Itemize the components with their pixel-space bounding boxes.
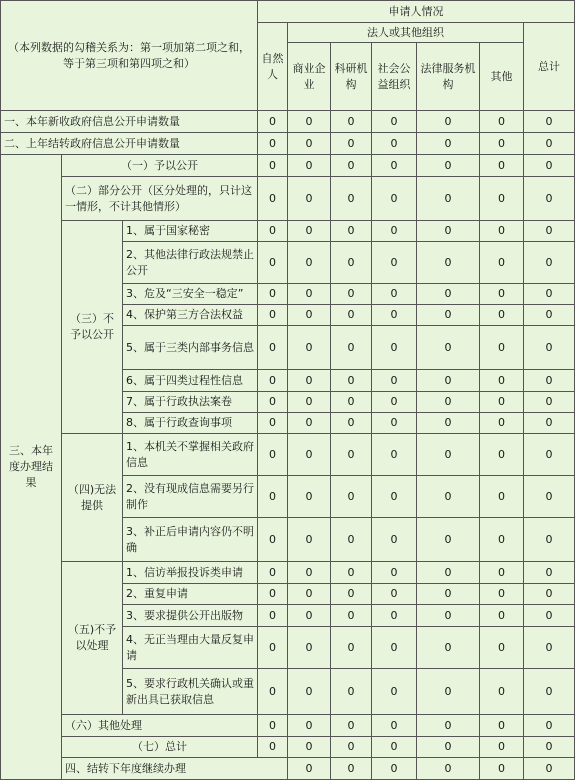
cell-value: 0 [480,627,524,669]
cell-value: 0 [288,758,331,780]
cell-value: 0 [288,370,331,392]
table-row [1,221,575,242]
cell-value: 0 [258,605,288,627]
cell-value: 0 [524,305,575,326]
cell-value: 0 [480,413,524,434]
cell-value: 0 [331,715,372,737]
cell-value: 0 [417,627,480,669]
cell-value: 0 [524,370,575,392]
row-label: 4、保护第三方合法权益 [123,305,258,326]
cell-value: 0 [331,392,372,413]
cell-value: 0 [288,111,331,133]
cell-value: 0 [288,669,331,715]
cell-value: 0 [417,177,480,221]
cell-value: 0 [417,111,480,133]
cell-value: 0 [258,284,288,305]
cell-value: 0 [372,627,417,669]
cell-value: 0 [331,155,372,177]
table-row [1,155,575,177]
row-label: （一）予以公开 [62,155,258,177]
cell-value: 0 [480,326,524,370]
cell-value: 0 [372,562,417,584]
cell-value: 0 [480,434,524,476]
cell-value: 0 [524,715,575,737]
cell-value: 0 [258,413,288,434]
table-row [1,133,575,155]
cell-value: 0 [524,413,575,434]
cell-value: 0 [372,518,417,562]
cell-value: 0 [372,737,417,758]
cell-value: 0 [288,133,331,155]
cell-value: 0 [331,669,372,715]
group-label-unable-to-provide: （四)无法提供 [62,434,123,562]
cell-value: 0 [524,155,575,177]
cell-value: 0 [288,627,331,669]
cell-value: 0 [258,434,288,476]
cell-value: 0 [288,737,331,758]
cell-value: 0 [288,221,331,242]
cell-value: 0 [524,392,575,413]
row-label: 1、属于国家秘密 [123,221,258,242]
cell-value: 0 [331,584,372,605]
cell-value: 0 [288,562,331,584]
table-row [1,434,575,476]
cell-value: 0 [372,605,417,627]
cell-value: 0 [417,434,480,476]
table-row [1,758,575,780]
cell-value: 0 [524,221,575,242]
cell-value: 0 [372,758,417,780]
cell-value: 0 [480,669,524,715]
cell-value: 0 [524,669,575,715]
row-label: 7、属于行政执法案卷 [123,392,258,413]
cell-value: 0 [480,370,524,392]
cell-value: 0 [417,584,480,605]
cell-value: 0 [288,605,331,627]
cell-value: 0 [372,392,417,413]
cell-value: 0 [258,584,288,605]
cell-value: 0 [480,111,524,133]
cell-value: 0 [288,476,331,518]
cell-value: 0 [258,370,288,392]
row-label: （六）其他处理 [62,715,258,737]
cell-value: 0 [417,605,480,627]
cell-value: 0 [524,562,575,584]
cell-value: 0 [372,584,417,605]
row-label: （七）总计 [62,737,258,758]
cell-value: 0 [417,242,480,284]
cell-value: 0 [331,242,372,284]
cell-value: 0 [524,737,575,758]
cell-value: 0 [331,758,372,780]
cell-value: 0 [372,177,417,221]
row-label: 一、本年新收政府信息公开申请数量 [1,111,258,133]
cell-value: 0 [480,518,524,562]
cell-value: 0 [288,715,331,737]
cell-value: 0 [480,221,524,242]
cell-value: 0 [372,476,417,518]
cell-value: 0 [372,155,417,177]
cell-value: 0 [331,627,372,669]
header-research: 科研机构 [331,43,372,111]
header-applicant-info: 申请人情况 [258,1,575,23]
cell-value: 0 [331,737,372,758]
cell-value: 0 [331,284,372,305]
cell-value: 0 [417,758,480,780]
cell-value: 0 [417,518,480,562]
cell-value: 0 [480,737,524,758]
cell-value: 0 [417,715,480,737]
cell-value: 0 [288,518,331,562]
cell-value: 0 [417,476,480,518]
cell-value: 0 [331,434,372,476]
cell-value: 0 [524,518,575,562]
cell-value: 0 [258,133,288,155]
cell-value: 0 [524,584,575,605]
cell-value: 0 [480,758,524,780]
row-label: 2、重复申请 [123,584,258,605]
row-label: 2、其他法律行政法规禁止公开 [123,242,258,284]
cell-value: 0 [288,326,331,370]
cell-value: 0 [417,737,480,758]
cell-value: 0 [288,177,331,221]
header-social-welfare: 社会公益组织 [372,43,417,111]
row-label: 5、属于三类内部事务信息 [123,326,258,370]
header-other: 其他 [480,43,524,111]
cell-value: 0 [258,627,288,669]
cell-value: 0 [372,326,417,370]
cell-value: 0 [372,133,417,155]
cell-value: 0 [331,370,372,392]
cell-value: 0 [372,221,417,242]
header-total: 总计 [524,23,575,111]
cell-value: 0 [288,305,331,326]
cell-value: 0 [524,605,575,627]
row-label: 1、信访举报投诉类申请 [123,562,258,584]
row-label: 1、本机关不掌握相关政府信息 [123,434,258,476]
cell-value: 0 [331,326,372,370]
cell-value: 0 [524,476,575,518]
cell-value: 0 [524,434,575,476]
cell-value: 0 [372,669,417,715]
table-row [1,177,575,221]
header-natural-person: 自然人 [258,23,288,111]
cell-value: 0 [480,305,524,326]
cell-value: 0 [524,177,575,221]
cell-value: 0 [331,133,372,155]
row-label: 4、无正当理由大量反复申请 [123,627,258,669]
cell-value: 0 [417,221,480,242]
cell-value: 0 [372,284,417,305]
cell-value: 0 [417,413,480,434]
cell-value: 0 [258,562,288,584]
cell-value: 0 [258,305,288,326]
cell-value: 0 [331,413,372,434]
cell-value: 0 [417,562,480,584]
table-row [1,737,575,758]
result-section-label: 三、本年度办理结果 [1,155,62,780]
cell-value: 0 [258,518,288,562]
cell-value: 0 [480,476,524,518]
cell-value: 0 [417,133,480,155]
cell-value: 0 [480,242,524,284]
cell-value: 0 [288,392,331,413]
table-row [1,715,575,737]
group-label-not-disclosed: （三）不予以公开 [62,221,123,434]
cell-value: 0 [331,111,372,133]
header-legal-service: 法律服务机构 [417,43,480,111]
cell-value: 0 [258,111,288,133]
row-label: 四、结转下年度继续办理 [62,758,288,780]
group-label-not-processed: （五)不予以处理 [62,562,123,715]
cell-value: 0 [524,326,575,370]
cell-value: 0 [524,111,575,133]
cell-value: 0 [372,111,417,133]
cell-value: 0 [288,584,331,605]
cell-value: 0 [331,305,372,326]
cell-value: 0 [417,392,480,413]
cell-value: 0 [288,242,331,284]
cell-value: 0 [331,221,372,242]
cell-value: 0 [524,133,575,155]
row-label: 3、补正后申请内容仍不明确 [123,518,258,562]
cell-value: 0 [524,758,575,780]
cell-value: 0 [417,305,480,326]
cell-value: 0 [417,669,480,715]
cell-value: 0 [524,242,575,284]
cell-value: 0 [480,284,524,305]
cell-value: 0 [480,584,524,605]
cell-value: 0 [258,715,288,737]
cell-value: 0 [331,177,372,221]
cell-value: 0 [288,284,331,305]
cell-value: 0 [480,605,524,627]
cell-value: 0 [288,434,331,476]
cell-value: 0 [288,155,331,177]
cell-value: 0 [480,155,524,177]
cell-value: 0 [372,242,417,284]
cell-value: 0 [331,605,372,627]
cell-value: 0 [372,370,417,392]
cell-value: 0 [258,155,288,177]
cell-value: 0 [372,434,417,476]
header-note: （本列数据的勾稽关系为：第一项加第二项之和，等于第三项和第四项之和） [1,1,258,111]
cell-value: 0 [258,737,288,758]
cell-value: 0 [417,284,480,305]
cell-value: 0 [331,476,372,518]
cell-value: 0 [258,669,288,715]
cell-value: 0 [480,715,524,737]
row-label: 5、要求行政机关确认或重新出具已获取信息 [123,669,258,715]
row-label: 3、危及“三安全一稳定” [123,284,258,305]
header-legal-org: 法人或其他组织 [288,23,524,43]
cell-value: 0 [258,177,288,221]
row-label: 二、上年结转政府信息公开申请数量 [1,133,258,155]
cell-value: 0 [524,284,575,305]
cell-value: 0 [372,413,417,434]
table-row [1,562,575,584]
cell-value: 0 [258,326,288,370]
cell-value: 0 [480,177,524,221]
row-label: 8、属于行政查询事项 [123,413,258,434]
cell-value: 0 [372,715,417,737]
cell-value: 0 [331,518,372,562]
cell-value: 0 [417,370,480,392]
cell-value: 0 [480,392,524,413]
table-body [1,1,575,780]
cell-value: 0 [480,562,524,584]
cell-value: 0 [258,392,288,413]
cell-value: 0 [480,133,524,155]
cell-value: 0 [258,476,288,518]
cell-value: 0 [417,326,480,370]
cell-value: 0 [372,305,417,326]
row-label: 6、属于四类过程性信息 [123,370,258,392]
cell-value: 0 [417,155,480,177]
table-row [1,111,575,133]
header-commercial: 商业企业 [288,43,331,111]
cell-value: 0 [331,562,372,584]
row-label: （二）部分公开（区分处理的，只计这一情形，不计其他情形） [62,177,258,221]
cell-value: 0 [258,242,288,284]
row-label: 2、没有现成信息需要另行制作 [123,476,258,518]
cell-value: 0 [524,627,575,669]
row-label: 3、要求提供公开出版物 [123,605,258,627]
cell-value: 0 [258,221,288,242]
cell-value: 0 [288,413,331,434]
